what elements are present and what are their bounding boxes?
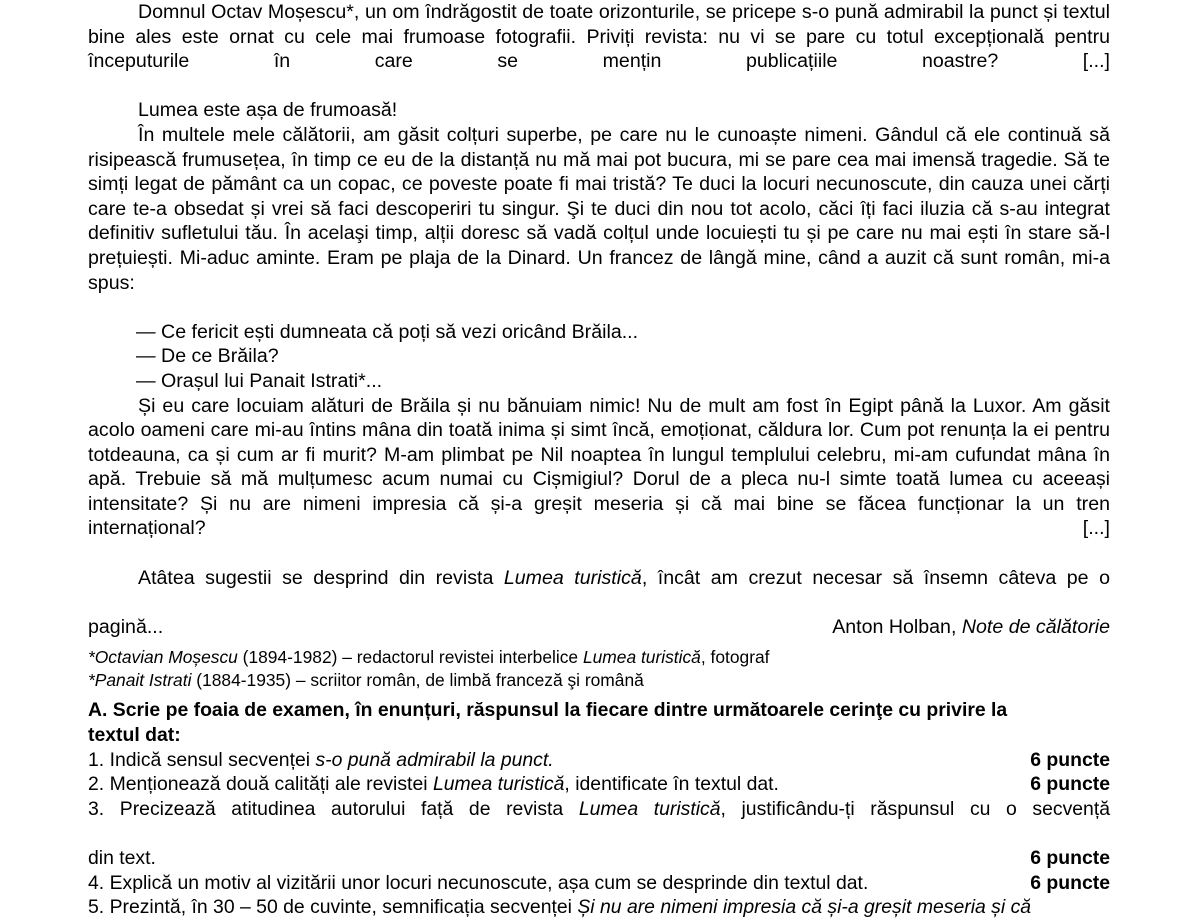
attribution-row	[88, 615, 1110, 640]
section-a-heading-line1: A. Scrie pe foaia de examen, în enunțuri, răspunsul la fiecare dintre următoarele cerinţe cu privire la	[88, 699, 1008, 722]
attribution	[832, 615, 1110, 640]
paragraph-calatorii: În multele mele călătorii, am găsit colțuri superbe, pe care nu le cunoaște nimeni. Gândul că ele continuă să risipească frumusețea, în timp ce eu de la distanță nu mă mai pot bucura, mi se pare cea mai imensă tragedie. Să te simți legat de pământ ca un copac, ce poveste poate fi mai tristă? Te duci la locuri necunoscute, din cauza unei cărți care te-a obsedat și vrei să faci descoperiri tu singur. Şi te duci din nou tot acolo, căci îți faci iluzia că s-au integrat definitiv sufletului tău. În acelaşi timp, alții doresc să vadă colțul unde locuiești tu și pe care nu mai ești în stare să-l prețuiești. Mi-aduc aminte. Eram pe plaja de la Dinard. Un francez de lângă mine, când a auzit că sunt român, mi-a spus:	[88, 123, 1110, 294]
question-1-italic: s-o pună admirabil la punct.	[315, 748, 554, 771]
footnote-1	[88, 646, 1110, 669]
question-3-continuation: din text.	[88, 847, 156, 869]
question-item-2	[88, 772, 1110, 797]
question-3-number: 3.	[88, 797, 105, 820]
footnote-1-name: *Octavian Moșescu	[88, 647, 238, 668]
closing-paragraph-block	[88, 566, 1110, 640]
question-1-points: 6 puncte	[1030, 748, 1110, 771]
dialogue-line-3: — Orașul lui Panait Istrati*...	[136, 369, 383, 392]
question-item-3	[88, 797, 1110, 871]
question-item-4	[88, 871, 1110, 896]
question-2-body-after: , identificate în textul dat.	[564, 773, 779, 796]
closing-paragraph	[88, 566, 1110, 615]
question-3-body-after: , justificându-ți răspunsul cu o secvență	[720, 797, 1111, 820]
footnote-2	[88, 669, 1110, 692]
question-2-italic: Lumea turistică	[432, 773, 565, 796]
question-5-number: 5.	[88, 896, 105, 919]
attribution-author: Anton Holban,	[832, 615, 962, 638]
question-3-text	[88, 797, 1110, 846]
footnote-2-name: *Panait Istrati	[88, 670, 192, 691]
question-2-text	[88, 772, 1016, 797]
closing-text-part1: Atâtea sugestii se desprind din revista	[138, 566, 504, 589]
footnotes	[88, 646, 1110, 692]
dialogue-line-1: — Ce fericit ești dumneata că poți să vezi oricând Brăila...	[136, 320, 639, 343]
dialogue-line-2: — De ce Brăila?	[136, 345, 279, 368]
question-2-points: 6 puncte	[1030, 773, 1110, 796]
question-3-continuation-row	[88, 846, 1110, 871]
question-4-body: Explică un motiv al vizitării unor locuri necunoscute, așa cum se desprinde din textul dat.	[109, 871, 869, 894]
question-2-body: Menționează două calități ale revistei	[109, 773, 433, 796]
closing-text-part2: , încât am crezut necesar să însemn câteva pe o	[641, 566, 1110, 589]
paragraph-intro: Domnul Octav Moșescu*, un om îndrăgostit de toate orizonturile, se pricepe s-o pună admirabil la punct și textul bine ales este ornat cu cele mai frumoase fotografii. Priviți revista: nu vi se pare cu totul excepțională pentru începuturile în care se mențin publicațiile noastre? [...]	[88, 1, 1110, 73]
footnote-1-before-title: (1894-1982) – redactorul revistei interbelice	[237, 647, 583, 668]
question-2-number: 2.	[88, 773, 105, 796]
footnote-2-before-title: (1884-1935) – scriitor român, de limbă franceză şi română	[191, 670, 644, 691]
question-item-5	[88, 895, 1110, 920]
question-3-points: 6 puncte	[1030, 847, 1110, 869]
closing-magazine-title: Lumea turistică	[503, 566, 642, 589]
question-4-text	[88, 871, 1016, 896]
question-1-text	[88, 748, 1016, 773]
question-3-italic: Lumea turistică	[578, 797, 721, 820]
question-4-points: 6 puncte	[1030, 871, 1110, 894]
question-5-body: Prezintă, în 30 – 50 de cuvinte, semnificația secvenței	[109, 896, 578, 919]
section-a-heading-line2: textul dat:	[88, 724, 181, 747]
question-item-1	[88, 748, 1110, 773]
question-5-italic: Și nu are nimeni impresia că și-a greșit meseria și că	[577, 896, 1032, 919]
attribution-work-title: Note de călătorie	[961, 615, 1110, 638]
question-1-number: 1.	[88, 748, 105, 771]
closing-last-line: pagină...	[88, 615, 164, 638]
footnote-1-title: Lumea turistică	[582, 647, 701, 668]
paragraph-egipt: Și eu care locuiam alături de Brăila și nu bănuiam nimic! Nu de mult am fost în Egipt până la Luxor. Am găsit acolo oameni care mi-au întins mâna din toată inima și simt încă, emoționat, căldura lor. Cum pot renunța la ei pentru totdeauna, ca și cum ar fi murit? M-am plimbat pe Nil noaptea în lungul templului celebru, mi-am cufundat mâna în apă. Trebuie să mă mulțumesc acum numai cu Cișmigiul? Dorul de a pleca nu-l simte toată lumea cu aceeași intensitate? Și nu are nimeni impresia că și-a greșit meseria și că mai bine se făcea funcționar la un tren internațional? [...]	[88, 394, 1110, 540]
question-4-number: 4.	[88, 871, 105, 894]
footnote-1-after-title: , fotograf	[700, 647, 770, 668]
question-1-body: Indică sensul secvenței	[109, 748, 316, 771]
question-3-body: Precizează atitudinea autorului față de revista	[119, 797, 579, 820]
paragraph-lumea-frumoasa: Lumea este așa de frumoasă!	[138, 99, 398, 122]
